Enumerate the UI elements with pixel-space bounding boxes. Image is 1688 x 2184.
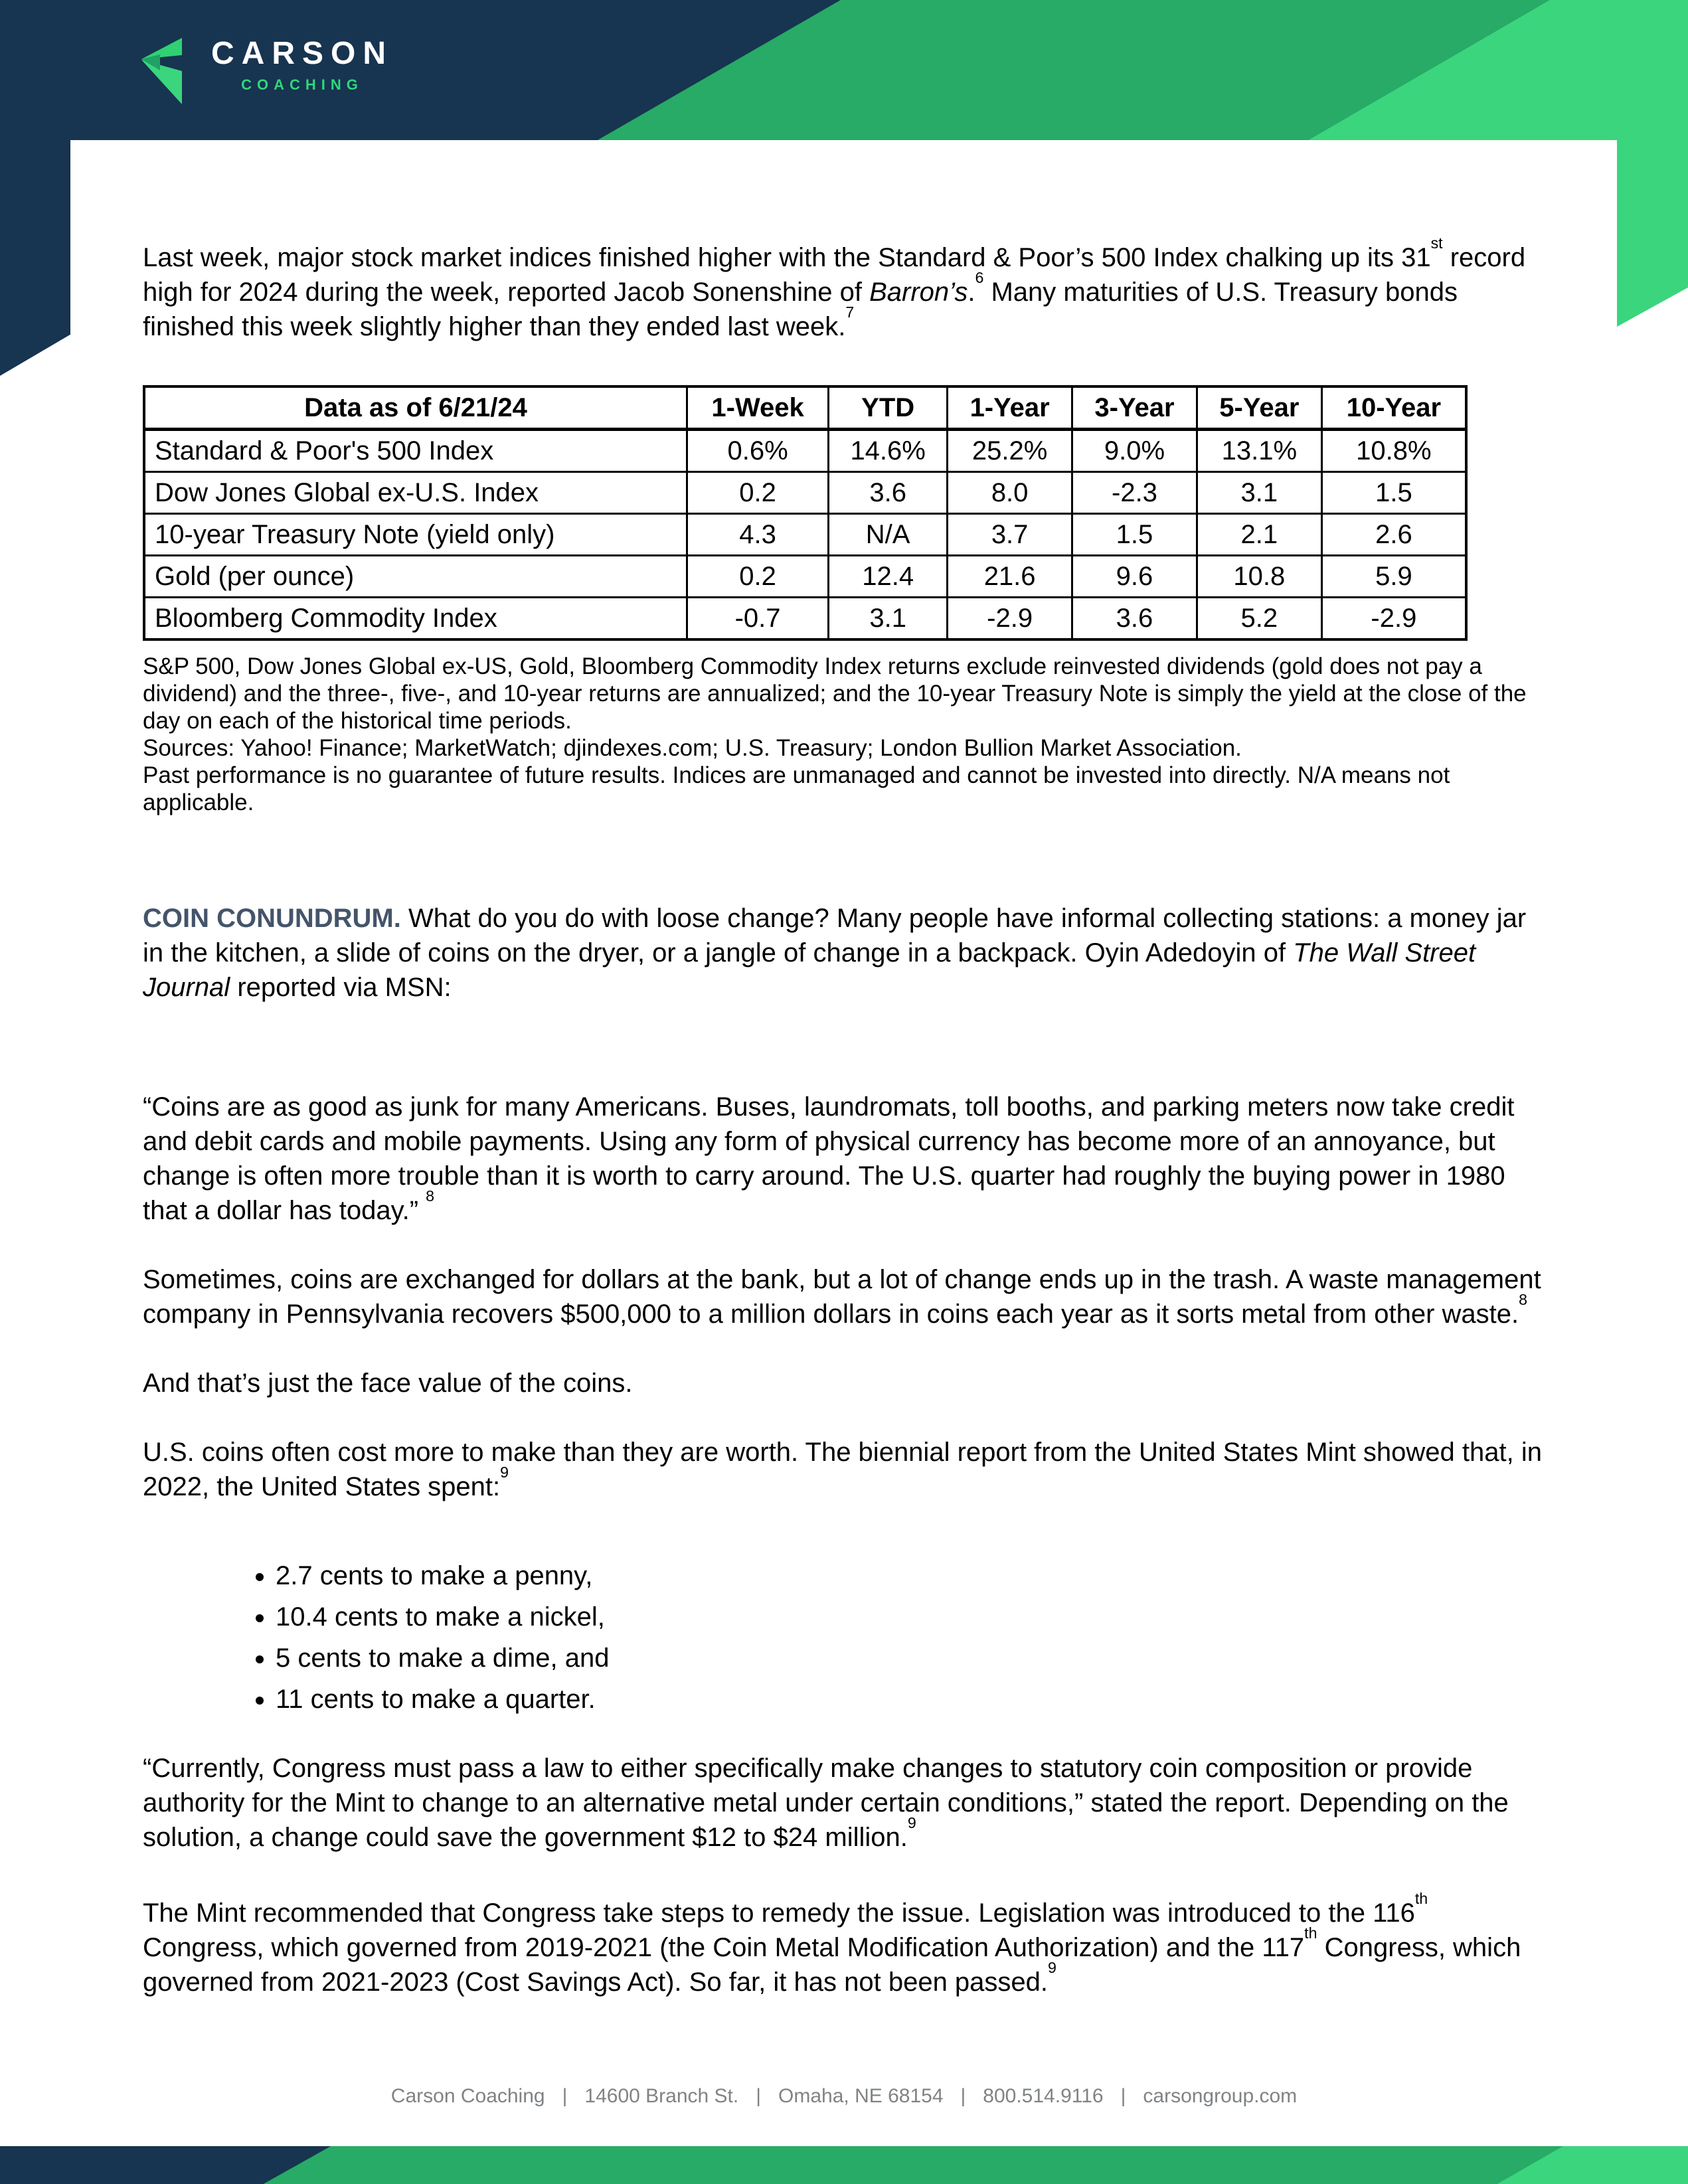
footnote-methodology: S&P 500, Dow Jones Global ex-US, Gold, Bloomberg Commodity Index returns exclude reinvested dividends (gold does not pay a dividend) and the three-, five-, and 10-year returns are annualized; and the 10-year Treasury Note is simply the yield at the close of the day on each of the historical time periods.	[143, 653, 1527, 734]
carson-chevron-icon	[141, 38, 182, 104]
document-body	[143, 234, 1554, 1999]
list-item: • 10.4 cents to make a nickel,	[276, 1600, 1554, 1634]
table-row: Standard & Poor's 500 Index 0.6% 14.6% 25.2% 9.0% 13.1% 10.8%	[144, 430, 1466, 472]
header-left-navy-column	[0, 0, 70, 376]
footer-address-city: Omaha, NE 68154	[778, 2085, 944, 2107]
footer-phone: 800.514.9116	[983, 2085, 1104, 2107]
coin-conundrum-heading: COIN CONUNDRUM.	[143, 904, 401, 933]
footer-address-street: 14600 Branch St.	[584, 2085, 739, 2107]
col-ytd: YTD	[829, 386, 948, 430]
paragraph-sometimes-coins: Sometimes, coins are exchanged for dollars at the bank, but a lot of change ends up in the trash. A waste management company in Pennsylvania recovers $500,000 to a million dollars in coins each year as it sorts metal from other waste.$^8$	[143, 1265, 1541, 1329]
paragraph-face-value: And that’s just the face value of the coins.	[143, 1369, 633, 1398]
brand-name: CARSON	[211, 36, 394, 71]
footer-separator: |	[562, 2085, 568, 2107]
paragraph-mint-report: U.S. coins often cost more to make than they are worth. The biennial report from the United States Mint showed that, in 2022, the United States spent:$^9$	[143, 1438, 1542, 1501]
table-header-row	[144, 386, 1466, 430]
market-data-table	[143, 385, 1468, 641]
footer-company: Carson Coaching	[390, 2085, 545, 2107]
paragraph-market-recap: Last week, major stock market indices finished higher with the Standard & Poor’s 500 Index chalking up its 31st record high for 2024 during the week, reported Jacob Sonenshine of Barron’s.$^6$ Many maturities of U.S. Treasury bonds finished this week slightly higher than they ended last week.$^7$	[143, 234, 1526, 341]
col-10-year: 10-Year	[1321, 386, 1466, 430]
page-footer	[0, 2085, 1688, 2108]
footer-separator: |	[756, 2085, 762, 2107]
col-1-week: 1-Week	[687, 386, 829, 430]
footnote-disclaimer: Past performance is no guarantee of future results. Indices are unmanaged and cannot be invested into directly. N/A means not applicable.	[143, 762, 1450, 815]
list-item: • 11 cents to make a quarter.	[276, 1682, 1554, 1717]
coin-cost-list	[143, 1558, 1554, 1717]
footer-separator: |	[1120, 2085, 1126, 2107]
paragraph-mint-recommendation: The Mint recommended that Congress take steps to remedy the issue. Legislation was introduced to the 116th Congress, which governed from 2019-2021 (the Coin Metal Modification Authorization) and the 117th Congress, which governed from 2021-2023 (Cost Savings Act). So far, it has not been passed.$^9$	[143, 1889, 1521, 1997]
footnote-sources: Sources: Yahoo! Finance; MarketWatch; djindexes.com; U.S. Treasury; London Bullion Market Association.	[143, 735, 1242, 761]
paragraph-coin-conundrum: COIN CONUNDRUM. What do you do with loose change? Many people have informal collecting stations: a money jar in the kitchen, a slide of coins on the dryer, or a jangle of change in a backpack. Oyin Adedoyin of The Wall Street Journal reported via MSN:	[143, 904, 1527, 1002]
paragraph-quote-coins-junk: “Coins are as good as junk for many Americans. Buses, laundromats, toll booths, and parking meters now take credit and debit cards and mobile payments. Using any form of physical currency has become more of an annoyance, but change is often more trouble than it is worth to carry around. The U.S. quarter had roughly the buying power in 1980 that a dollar has today.” $^8$	[143, 1092, 1515, 1225]
table-footnotes	[143, 653, 1554, 816]
table-caption: Data as of 6/21/24	[144, 386, 687, 430]
col-5-year: 5-Year	[1197, 386, 1321, 430]
bottom-band	[0, 2146, 1688, 2184]
footer-website: carsongroup.com	[1143, 2085, 1298, 2107]
bottom-band-navy-wedge	[0, 2146, 1688, 2184]
list-item: • 5 cents to make a dime, and	[276, 1641, 1554, 1675]
brand-subtitle: COACHING	[241, 76, 363, 93]
table-row: Gold (per ounce) 0.2 12.4 21.6 9.6 10.8 5.9	[144, 556, 1466, 598]
col-1-year: 1-Year	[948, 386, 1072, 430]
col-3-year: 3-Year	[1072, 386, 1197, 430]
table-row: Dow Jones Global ex-U.S. Index 0.2 3.6 8.0 -2.3 3.1 1.5	[144, 472, 1466, 514]
list-item: • 2.7 cents to make a penny,	[276, 1558, 1554, 1593]
carson-coaching-logo	[141, 38, 393, 104]
table-row: Bloomberg Commodity Index -0.7 3.1 -2.9 3.6 5.2 -2.9	[144, 598, 1466, 640]
paragraph-currently-congress: “Currently, Congress must pass a law to either specifically make changes to statutory coin composition or provide authority for the Mint to change to an alternative metal under certain conditions,” stated the report. Depending on the solution, a change could save the government $12 to $24 million.$^9$	[143, 1754, 1509, 1852]
header-right-green-strip	[1617, 140, 1688, 327]
footer-separator: |	[960, 2085, 966, 2107]
table-row: 10-year Treasury Note (yield only) 4.3 N/A 3.7 1.5 2.1 2.6	[144, 514, 1466, 556]
